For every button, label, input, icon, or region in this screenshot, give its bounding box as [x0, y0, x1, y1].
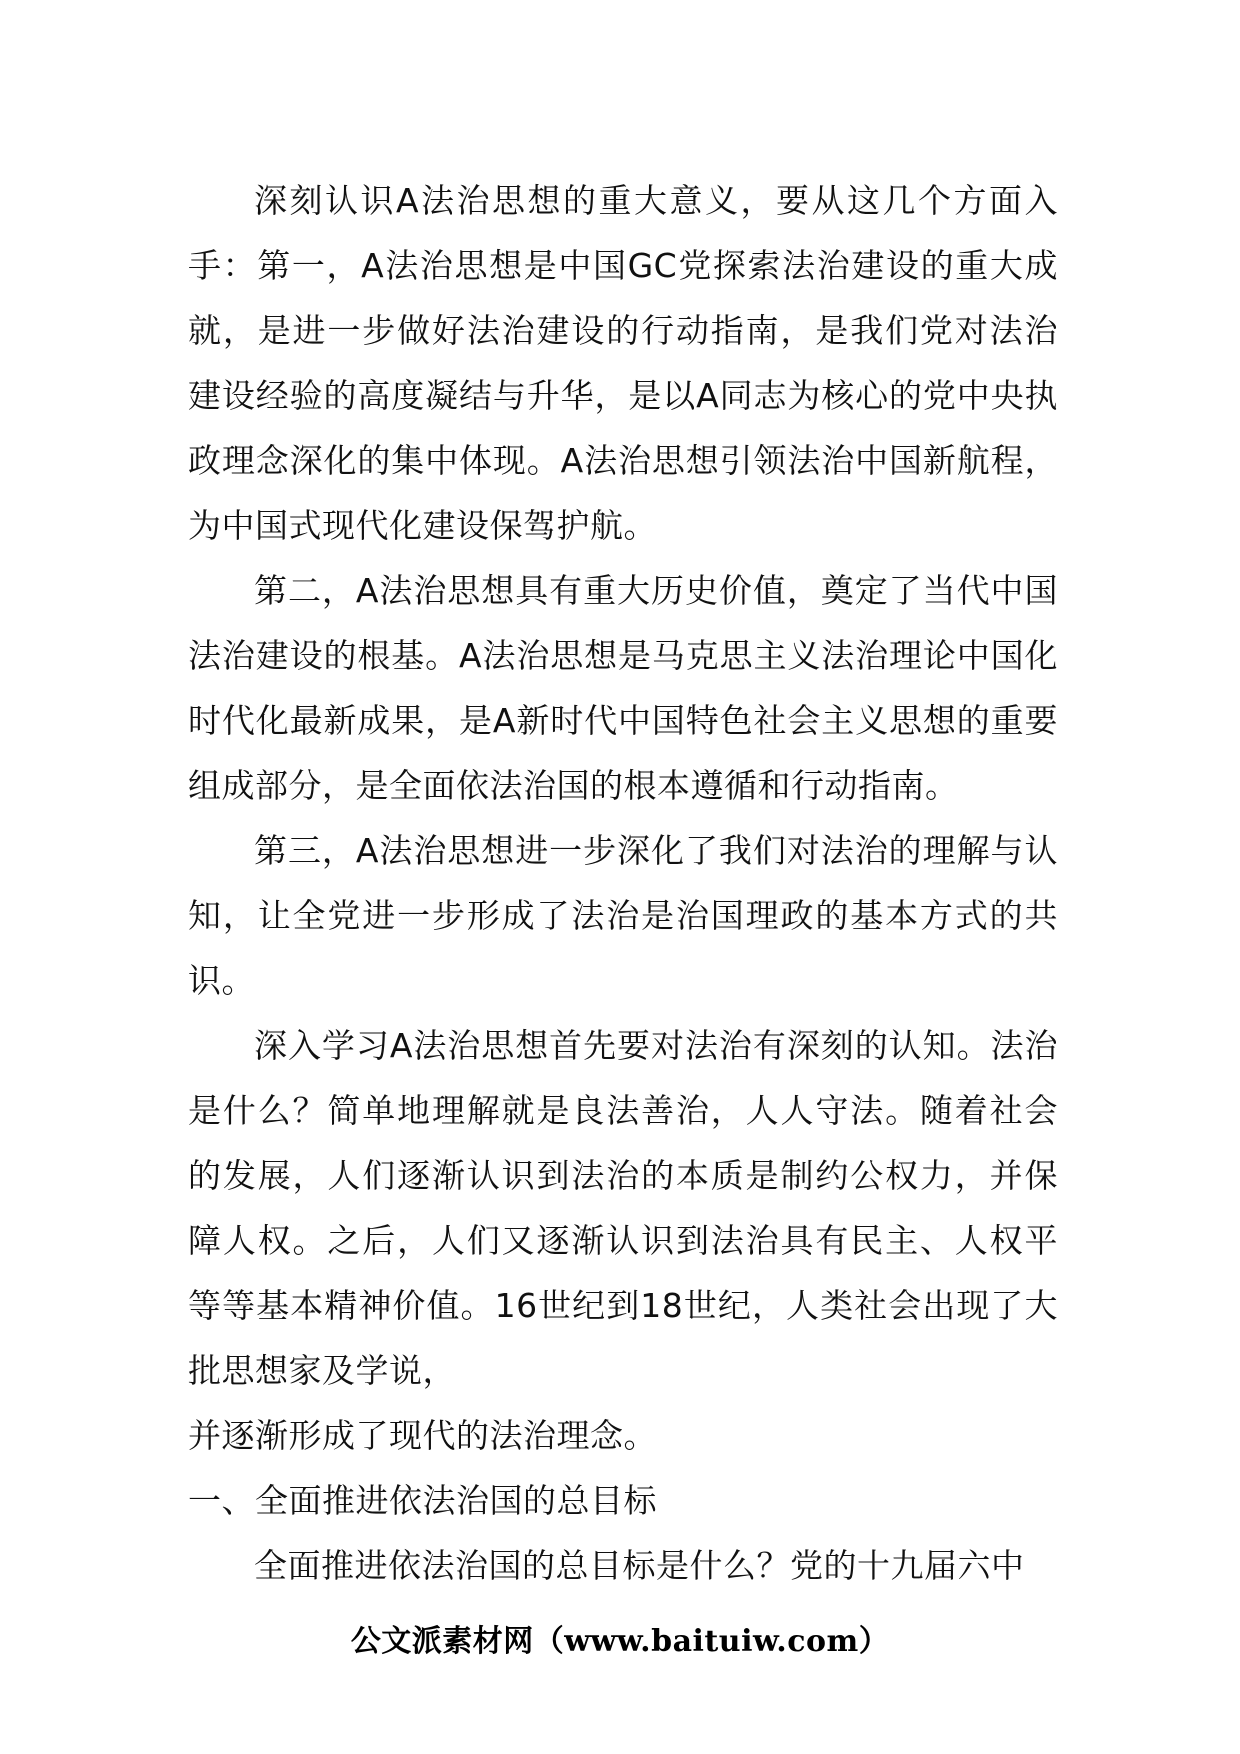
footer-watermark: 公文派素材网（www.baituiw.com） [350, 1624, 890, 1659]
paragraph-continuation: 并逐渐形成了现代的法治理念。 [188, 1416, 657, 1455]
document-body [188, 168, 1058, 1598]
paragraph-second-point: 第二，A法治思想具有重大历史价值，奠定了当代中国法治建设的根基。A法治思想是马克思主义法治理论中国化时代化最新成果，是A新时代中国特色社会主义思想的重要组成部分，是全面依法治国的根本遵循和行动指南。 [188, 571, 1058, 805]
paragraph-significance: 深刻认识A法治思想的重大意义，要从这几个方面入手：第一，A法治思想是中国GC党探索法治建设的重大成就，是进一步做好法治建设的行动指南，是我们党对法治建设经验的高度凝结与升华，是以A同志为核心的党中央执政理念深化的集中体现。A法治思想引领法治中国新航程，为中国式现代化建设保驾护航。 [188, 181, 1058, 545]
paragraph-overall-goal: 全面推进依法治国的总目标是什么？党的十九届六中 [254, 1546, 1025, 1585]
paragraph-rule-of-law: 深入学习A法治思想首先要对法治有深刻的认知。法治是什么？简单地理解就是良法善治，人人守法。随着社会的发展，人们逐渐认识到法治的本质是制约公权力，并保障人权。之后，人们又逐渐认识到法治具有民主、人权平等等基本精神价值。16世纪到18世纪，人类社会出现了大批思想家及学说， [188, 1026, 1058, 1390]
section-heading: 一、全面推进依法治国的总目标 [188, 1481, 657, 1520]
paragraph-third-point: 第三，A法治思想进一步深化了我们对法治的理解与认知，让全党进一步形成了法治是治国理政的基本方式的共识。 [188, 831, 1058, 1000]
